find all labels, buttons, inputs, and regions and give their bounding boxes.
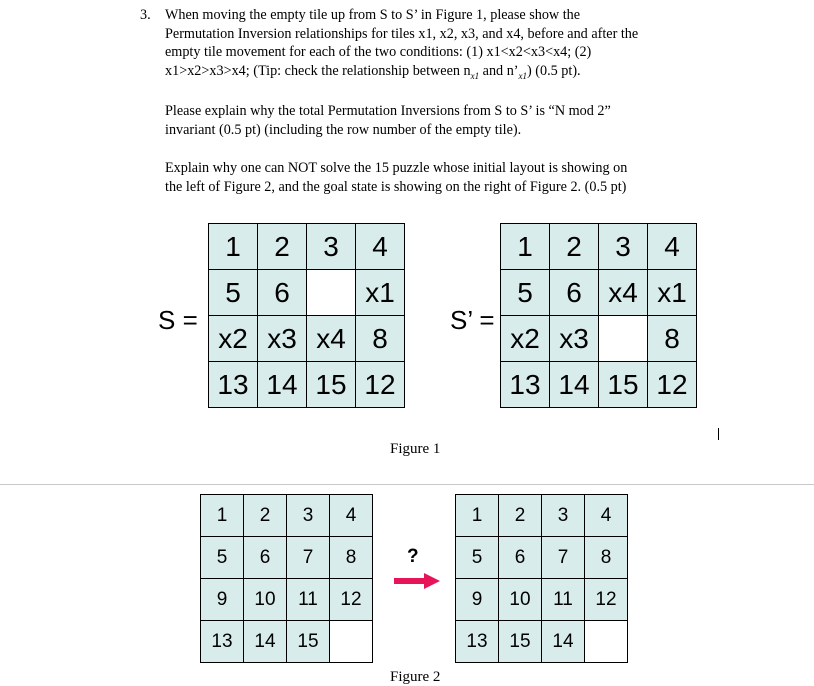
paragraph-text: ) (0.5 pt). <box>527 62 581 79</box>
figure-1-caption: Figure 1 <box>390 441 441 457</box>
puzzle-tile: x4 <box>307 316 355 361</box>
state-s-prime-label: S’ = <box>450 305 495 335</box>
puzzle-tile: 13 <box>456 621 498 662</box>
puzzle-tile: 2 <box>258 224 306 269</box>
question-number: 3. <box>140 7 151 23</box>
puzzle-tile: 15 <box>307 362 355 407</box>
question-mark: ? <box>407 546 419 567</box>
puzzle-tile: 6 <box>244 537 286 578</box>
puzzle-tile: 15 <box>599 362 647 407</box>
puzzle-tile: x2 <box>501 316 549 361</box>
puzzle-tile: 4 <box>330 495 372 536</box>
paragraph-line: empty tile movement for each of the two conditions: (1) x1<x2<x3<x4; (2) <box>165 44 592 60</box>
puzzle-tile: 10 <box>499 579 541 620</box>
puzzle-tile: 7 <box>287 537 329 578</box>
paragraph-line: invariant (0.5 pt) (including the row number of the empty tile). <box>165 121 522 138</box>
text-cursor <box>718 428 719 440</box>
puzzle-grid-s-prime <box>500 223 697 408</box>
puzzle-tile: 12 <box>330 579 372 620</box>
puzzle-tile: 9 <box>456 579 498 620</box>
puzzle-grid-goal <box>455 494 628 663</box>
puzzle-tile: 15 <box>287 621 329 662</box>
puzzle-tile: 8 <box>330 537 372 578</box>
puzzle-tile: 14 <box>542 621 584 662</box>
puzzle-tile: x3 <box>258 316 306 361</box>
puzzle-tile: 13 <box>201 621 243 662</box>
puzzle-tile: 5 <box>201 537 243 578</box>
puzzle-tile: 13 <box>501 362 549 407</box>
puzzle-tile: 2 <box>244 495 286 536</box>
puzzle-tile: 3 <box>542 495 584 536</box>
puzzle-tile: 12 <box>585 579 627 620</box>
puzzle-tile: 14 <box>550 362 598 407</box>
puzzle-tile: 9 <box>201 579 243 620</box>
figure-2-caption: Figure 2 <box>390 669 441 685</box>
empty-tile <box>585 621 627 662</box>
arrow-head <box>424 573 440 589</box>
puzzle-tile: 11 <box>542 579 584 620</box>
paragraph-text: and n’ <box>479 62 519 79</box>
puzzle-tile: x1 <box>648 270 696 315</box>
puzzle-tile: 4 <box>585 495 627 536</box>
paragraph-line: Explain why one can NOT solve the 15 puzzle whose initial layout is showing on <box>165 160 628 176</box>
puzzle-tile: 8 <box>648 316 696 361</box>
empty-tile <box>599 316 647 361</box>
section-divider <box>0 484 814 485</box>
puzzle-tile: 1 <box>209 224 257 269</box>
empty-tile <box>330 621 372 662</box>
paragraph-line: When moving the empty tile up from S to S’ in Figure 1, please show the <box>165 7 581 23</box>
subscript: x1 <box>518 70 528 81</box>
puzzle-tile: 2 <box>499 495 541 536</box>
puzzle-tile: 6 <box>499 537 541 578</box>
puzzle-tile: x4 <box>599 270 647 315</box>
puzzle-tile: 4 <box>648 224 696 269</box>
puzzle-tile: 3 <box>599 224 647 269</box>
state-s-label: S = <box>158 305 198 335</box>
paragraph-line: the left of Figure 2, and the goal state is showing on the right of Figure 2. (0.5 pt) <box>165 178 627 195</box>
puzzle-tile: 2 <box>550 224 598 269</box>
paragraph-line <box>165 62 705 85</box>
right-arrow-icon <box>394 573 440 589</box>
question-paragraph-2 <box>165 102 705 139</box>
puzzle-tile: 1 <box>501 224 549 269</box>
paragraph-line: Permutation Inversion relationships for tiles x1, x2, x3, and x4, before and after the <box>165 25 639 42</box>
puzzle-grid-s <box>208 223 405 408</box>
paragraph-text: x1>x2>x3>x4; (Tip: check the relationship between n <box>165 62 471 79</box>
puzzle-tile: 15 <box>499 621 541 662</box>
puzzle-tile: 7 <box>542 537 584 578</box>
puzzle-tile: 5 <box>501 270 549 315</box>
arrow-shaft <box>394 578 426 584</box>
puzzle-tile: 5 <box>209 270 257 315</box>
puzzle-tile: 8 <box>585 537 627 578</box>
question-paragraph-3 <box>165 159 705 196</box>
question-paragraph-1 <box>165 6 705 85</box>
puzzle-tile: x2 <box>209 316 257 361</box>
puzzle-tile: 6 <box>258 270 306 315</box>
puzzle-grid-initial <box>200 494 373 663</box>
puzzle-tile: x1 <box>356 270 404 315</box>
empty-tile <box>307 270 355 315</box>
puzzle-tile: 14 <box>244 621 286 662</box>
puzzle-tile: 11 <box>287 579 329 620</box>
puzzle-tile: 4 <box>356 224 404 269</box>
puzzle-tile: 8 <box>356 316 404 361</box>
puzzle-tile: 6 <box>550 270 598 315</box>
puzzle-tile: x3 <box>550 316 598 361</box>
puzzle-tile: 14 <box>258 362 306 407</box>
puzzle-tile: 3 <box>287 495 329 536</box>
puzzle-tile: 10 <box>244 579 286 620</box>
puzzle-tile: 12 <box>356 362 404 407</box>
puzzle-tile: 13 <box>209 362 257 407</box>
puzzle-tile: 1 <box>456 495 498 536</box>
puzzle-tile: 1 <box>201 495 243 536</box>
subscript: x1 <box>470 70 480 81</box>
puzzle-tile: 12 <box>648 362 696 407</box>
paragraph-line: Please explain why the total Permutation Inversions from S to S’ is “N mod 2” <box>165 103 611 119</box>
puzzle-tile: 3 <box>307 224 355 269</box>
puzzle-tile: 5 <box>456 537 498 578</box>
